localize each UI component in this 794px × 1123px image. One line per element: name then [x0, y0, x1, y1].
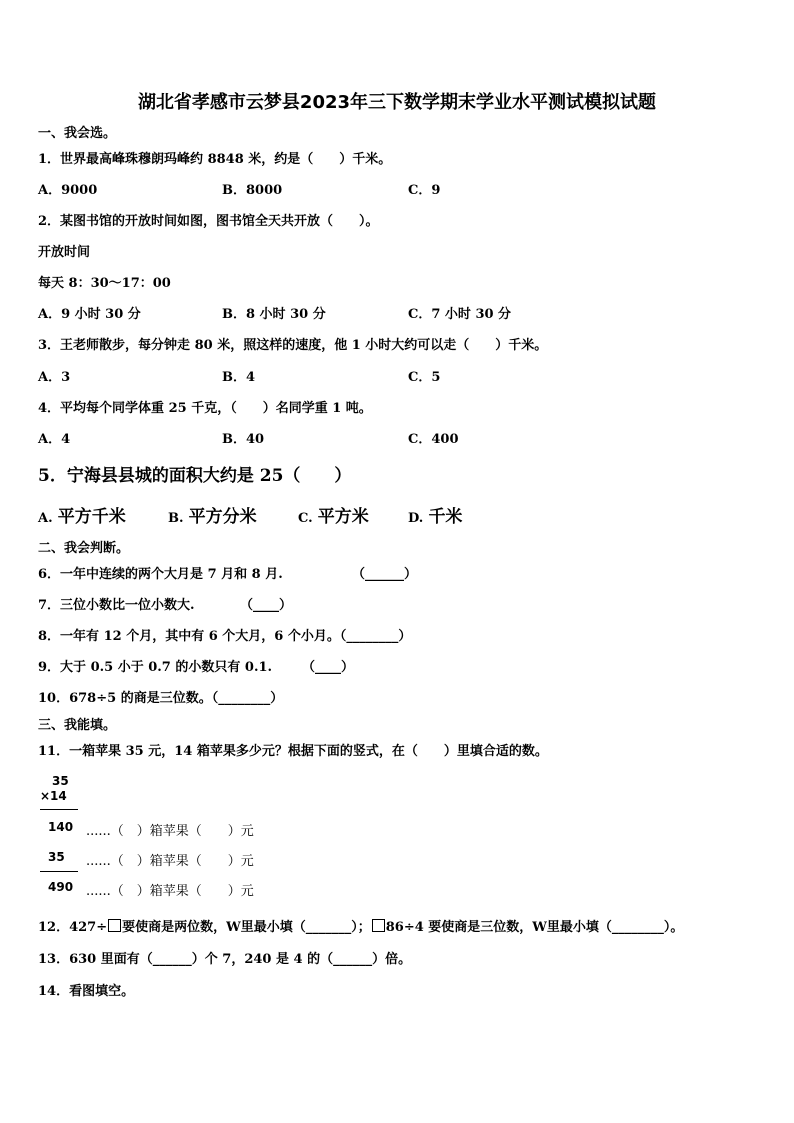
- q3-option-a[interactable]: A．3: [38, 370, 71, 385]
- question-4: 4．平均每个同学体重 25 千克，（ ）名同学重 1 吨。: [38, 401, 372, 416]
- vertical-calc-multiplicand: 35: [52, 774, 69, 788]
- q3-option-c[interactable]: C．5: [408, 370, 441, 385]
- blank-square-icon: [108, 919, 121, 932]
- q4-option-a[interactable]: A．4: [38, 432, 71, 447]
- section-2-heading: 二、我会判断。: [38, 541, 130, 556]
- q5-option-a-key: A.: [38, 511, 53, 526]
- q5-option-b[interactable]: [168, 502, 257, 527]
- q5-option-c-key: C.: [298, 511, 313, 526]
- q1-option-c[interactable]: C．9: [408, 183, 441, 198]
- vertical-calc-partial-1: 140: [48, 820, 74, 834]
- question-7: 7．三位小数比一位小数大.: [38, 598, 195, 613]
- q9-answer-blank[interactable]: （____）: [302, 660, 355, 675]
- question-5: 5．宁海县县城的面积大约是 25（ ）: [38, 466, 352, 486]
- q1-option-b[interactable]: B．8000: [222, 183, 283, 198]
- q5-option-d-key: D.: [408, 511, 424, 526]
- q5-option-c-text: 平方米: [317, 507, 369, 527]
- q12-part-1: 12．427÷: [38, 920, 108, 935]
- q6-answer-blank[interactable]: （______）: [352, 567, 418, 582]
- q5-option-b-key: B.: [168, 511, 184, 526]
- question-3: 3．王老师散步，每分钟走 80 米，照这样的速度，他 1 小时大约可以走（ ）千米。: [38, 338, 548, 353]
- question-13[interactable]: 13．630 里面有（______）个 7，240 是 4 的（______）倍。: [38, 952, 412, 967]
- vertical-calc-line-2: [40, 871, 78, 872]
- q2-option-c[interactable]: C．7 小时 30 分: [408, 307, 512, 322]
- question-9: 9．大于 0.5 小于 0.7 的小数只有 0.1.: [38, 660, 273, 675]
- q11-row-3-text[interactable]: ......（ ）箱苹果（ ）元: [86, 884, 254, 899]
- vertical-calc-partial-2: 35: [48, 850, 65, 864]
- q2-option-b[interactable]: B．8 小时 30 分: [222, 307, 326, 322]
- question-14: 14．看图填空。: [38, 984, 135, 999]
- section-3-heading: 三、我能填。: [38, 718, 117, 733]
- q4-option-c[interactable]: C．400: [408, 432, 459, 447]
- q12-part-3: 86÷4 要使商是三位数，W里最小填（________）。: [385, 920, 684, 935]
- q5-option-c[interactable]: [298, 502, 369, 527]
- q2-figure-line-1: 开放时间: [38, 245, 91, 260]
- q11-row-1-text[interactable]: ......（ ）箱苹果（ ）元: [86, 824, 254, 839]
- question-11: 11．一箱苹果 35 元，14 箱苹果多少元？根据下面的竖式，在（ ）里填合适的数。: [38, 744, 548, 759]
- question-1: 1．世界最高峰珠穆朗玛峰约 8848 米，约是（ ）千米。: [38, 152, 392, 167]
- q1-option-a[interactable]: A．9000: [38, 183, 98, 198]
- vertical-calc-line-1: [40, 809, 78, 810]
- q5-option-d-text: 千米: [428, 507, 463, 527]
- question-10[interactable]: 10．678÷5 的商是三位数。（________）: [38, 691, 284, 706]
- q11-row-2-text[interactable]: ......（ ）箱苹果（ ）元: [86, 854, 254, 869]
- q7-answer-blank[interactable]: （____）: [240, 598, 293, 613]
- q3-option-b[interactable]: B．4: [222, 370, 256, 385]
- page-title: 湖北省孝感市云梦县2023年三下数学期末学业水平测试模拟试题: [137, 92, 657, 113]
- q5-option-a[interactable]: [38, 502, 126, 527]
- q2-option-a[interactable]: A．9 小时 30 分: [38, 307, 141, 322]
- question-6: 6．一年中连续的两个大月是 7 月和 8 月.: [38, 567, 283, 582]
- q5-option-d[interactable]: [408, 502, 462, 527]
- q4-option-b[interactable]: B．40: [222, 432, 265, 447]
- q2-figure-line-2: 每天 8：30～17：00: [38, 276, 171, 291]
- question-8[interactable]: 8．一年有 12 个月，其中有 6 个大月，6 个小月。（________）: [38, 629, 412, 644]
- vertical-calc-multiplier: ×14: [40, 789, 67, 803]
- vertical-calc-product: 490: [48, 880, 74, 894]
- blank-square-icon: [372, 919, 385, 932]
- question-12[interactable]: [38, 916, 683, 935]
- q12-part-2: 要使商是两位数，W里最小填（_______）；: [122, 920, 371, 935]
- question-2: 2．某图书馆的开放时间如图，图书馆全天共开放（ ）。: [38, 214, 379, 229]
- section-1-heading: 一、我会选。: [38, 126, 117, 141]
- q5-option-a-text: 平方千米: [57, 507, 126, 527]
- q5-option-b-text: 平方分米: [188, 507, 257, 527]
